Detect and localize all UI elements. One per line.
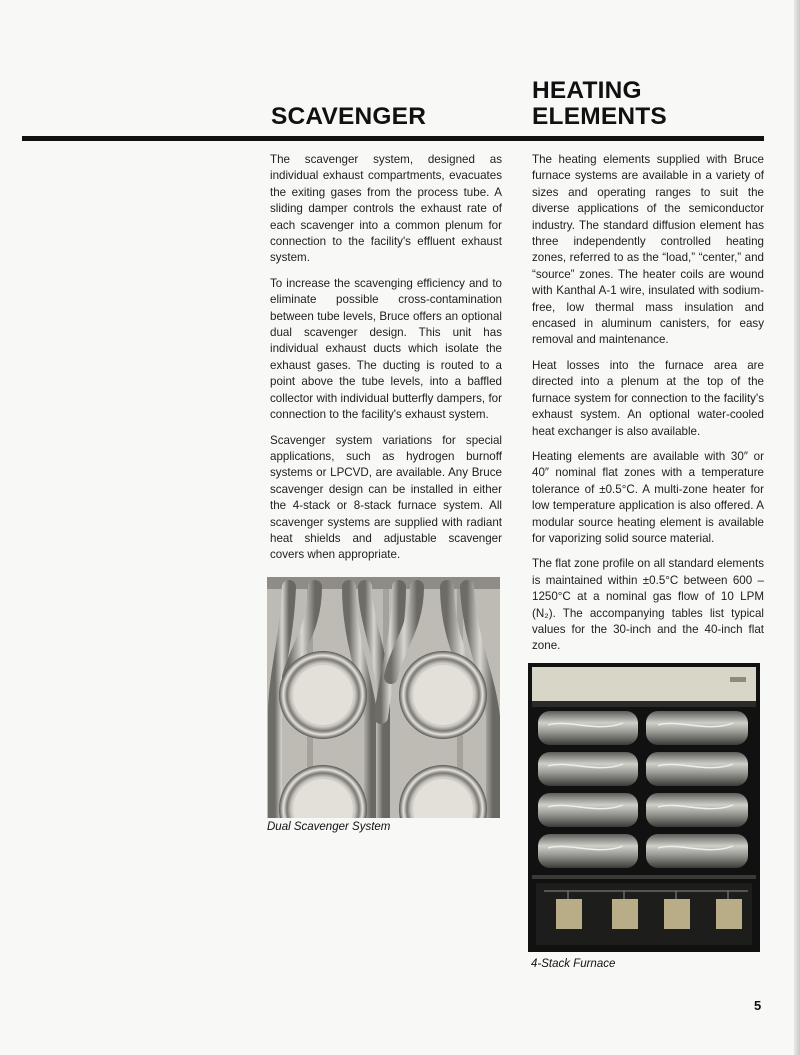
heating-elements-text-column [532,152,764,664]
heading-scavenger: SCAVENGER [271,103,427,130]
heading-heating-elements [532,78,667,130]
heading-line-2: ELEMENTS [532,103,667,130]
paragraph: To increase the scavenging efficiency and to eliminate possible cross-contamination between tube levels, Bruce offers an optional dual scavenger design. This unit has individual exhaust ducts which isolate the exhaust gases. The ducting is routed to a point above the tube levels, into a baffled collector with individual butterfly dampers, for connection to the facility's exhaust system. [270,276,502,422]
page-number: 5 [754,998,762,1013]
caption-dual-scavenger: Dual Scavenger System [267,821,391,833]
caption-four-stack-furnace: 4-Stack Furnace [531,958,616,970]
paragraph: Scavenger system variations for special applications, such as hydrogen burnoff systems or LPCVD, are available. Any Bruce scavenger design can be installed in either the 4-stack or 8-stack furnace system. All scavenger systems are supplied with radiant heat shields and adjustable scavenger covers when appropriate. [270,433,502,562]
section-rule [22,136,764,141]
paragraph: The flat zone profile on all standard elements is maintained within ±0.5°C between 600 – 1250°C at a nominal gas flow of 10 LPM (N₂). The accompanying tables list typical values for the 30-inch and the 40-inch flat zone. [532,557,764,653]
page-spine-shadow [794,0,800,1055]
paragraph: The scavenger system, designed as individual exhaust compartments, evacuates the exiting gases from the process tube. A sliding damper controls the exhaust rate of each scavenger into a common plenum for connection to the facility's effluent exhaust system. [270,153,502,265]
paragraph: The heating elements supplied with Bruce furnace systems are available in a variety of sizes and operating ranges to suit the diverse applications of the semiconductor industry. The standard diffusion element has three independently controlled heating zones, referred to as the “load,” “center,” and “source” zones. The heater coils are wound with Kanthal A-1 wire, insulated with sodium-free, low thermal mass insulation and encased in aluminum canisters, for easy removal and maintenance. [532,153,764,347]
paragraph: Heat losses into the furnace area are directed into a plenum at the top of the furnace system for connection to the facility's exhaust system. An optional water-cooled heat exchanger is also available. [532,358,764,438]
dual-scavenger-photo [267,577,500,818]
four-stack-furnace-photo [528,663,760,952]
paragraph: Heating elements are available with 30″ or 40″ nominal flat zones with a temperature tolerance of ±0.5°C. A multi-zone heater for low temperature application is also offered. A modular source heating element is available for vaporizing solid source material. [532,449,764,545]
scavenger-text-column [270,152,502,573]
heading-line-1: HEATING [532,77,642,104]
